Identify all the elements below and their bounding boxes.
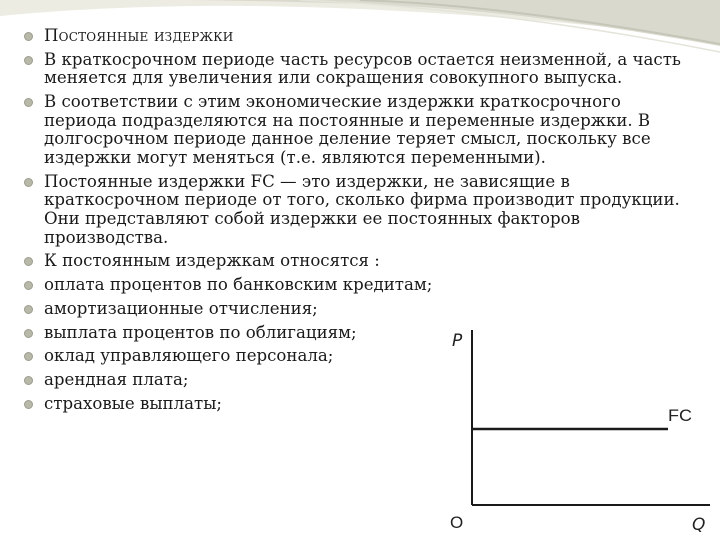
list-item: страховые выплаты; [22, 395, 682, 414]
bullet-icon [24, 352, 33, 361]
list-item: К постоянным издержкам относятся : [22, 252, 682, 271]
bullet-icon [24, 56, 33, 65]
bullet-icon [24, 329, 33, 338]
origin-label: O [450, 513, 464, 532]
bullet-icon [24, 281, 33, 290]
bullet-icon [24, 98, 33, 107]
list-item [22, 27, 682, 46]
list-item: Постоянные издержки FC — это издержки, не зависящие в краткосрочном периоде от того, сколько фирма производит продукции. Они представляют собой издержки ее постоянных факторов производства. [22, 173, 682, 247]
fc-curve-label: FC [668, 406, 692, 425]
bullet-icon [24, 305, 33, 314]
bullet-icon [24, 376, 33, 385]
bullet-list [22, 27, 682, 419]
list-item: оклад управляющего персонала; [22, 347, 682, 366]
bullet-icon [24, 400, 33, 409]
list-item: В краткосрочном периоде часть ресурсов остается неизменной, а часть меняется для увеличения или сокращения совокупного выпуска. [22, 51, 682, 88]
list-item: выплата процентов по облигациям; [22, 324, 682, 343]
list-item: арендная плата; [22, 371, 682, 390]
list-item: амортизационные отчисления; [22, 300, 682, 319]
bullet-icon [24, 257, 33, 266]
bullet-icon [24, 32, 33, 41]
y-axis-label: P [452, 331, 463, 351]
list-item: В соответствии с этим экономические издержки краткосрочного периода подразделяются на постоянные и переменные издержки. В долгосрочном периоде данное деление теряет смысл, поскольку все издержки могут меняться (т.е. являются переменными). [22, 93, 682, 167]
bullet-icon [24, 178, 33, 187]
list-item: оплата процентов по банковским кредитам; [22, 276, 682, 295]
x-axis-label: Q [692, 515, 706, 535]
slide-title: Постоянные издержки [44, 26, 234, 45]
